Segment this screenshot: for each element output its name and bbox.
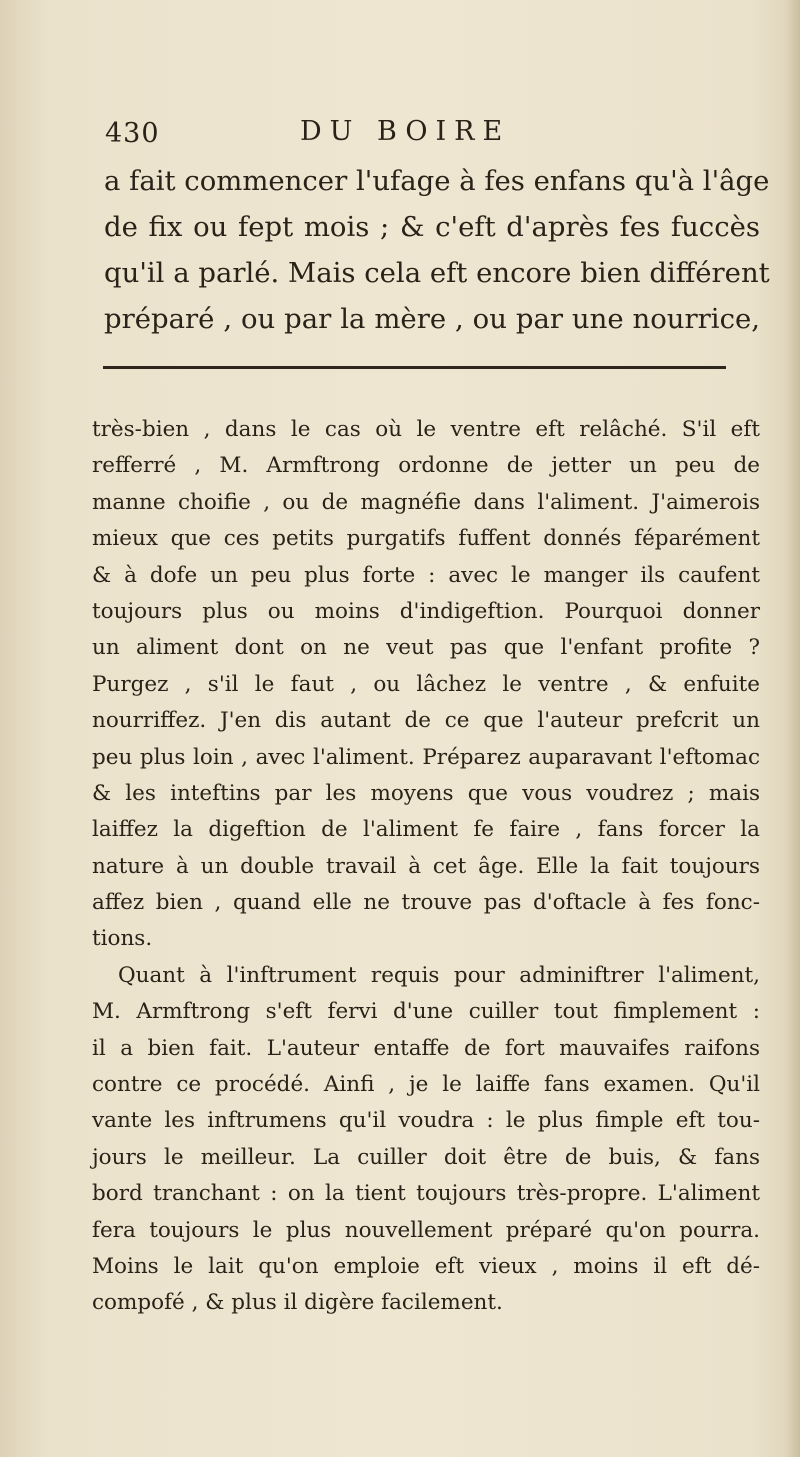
footnote-line: fera toujours le plus nouvellement préparé qu'on pourra. — [92, 1217, 760, 1243]
running-title: DU BOIRE — [300, 116, 511, 147]
footnote-line: peu plus loin , avec l'aliment. Préparez auparavant l'eftomac — [92, 744, 760, 770]
footnote-line: M. Armftrong s'eft fervi d'une cuiller tout fimplement : — [92, 999, 760, 1025]
footnote-divider — [103, 366, 726, 369]
main-text-line: a fait commencer l'ufage à fes enfans qu'à l'âge — [104, 165, 770, 197]
footnote-line: mieux que ces petits purgatifs fuffent donnés féparément — [92, 526, 760, 552]
page-number: 430 — [105, 118, 160, 149]
footnote-line: il a bien fait. L'auteur entaffe de fort mauvaifes raifons — [92, 1035, 760, 1061]
footnote-line: tions. — [92, 926, 153, 952]
footnote-line: refferré , M. Armftrong ordonne de jetter un peu de — [92, 453, 760, 479]
footnote-line: nature à un double travail à cet âge. Elle la fait toujours — [92, 853, 760, 879]
footnote-line: nourriffez. J'en dis autant de ce que l'auteur prefcrit un — [92, 708, 760, 734]
footnote-line: & les inteftins par les moyens que vous voudrez ; mais — [92, 780, 760, 806]
footnote-line: un aliment dont on ne veut pas que l'enfant profite ? — [92, 635, 760, 661]
footnote-line: toujours plus ou moins d'indigeftion. Pourquoi donner — [92, 598, 760, 624]
footnote-line: & à dofe un peu plus forte : avec le manger ils caufent — [92, 562, 760, 588]
main-text-line: préparé , ou par la mère , ou par une nourrice, — [104, 303, 760, 335]
footnote-line: manne choifie , ou de magnéfie dans l'aliment. J'aimerois — [92, 489, 760, 515]
page-header — [0, 112, 800, 152]
footnote-line: Quant à l'inftrument requis pour adminiftrer l'aliment, — [118, 962, 760, 988]
footnote-line: affez bien , quand elle ne trouve pas d'oftacle à fes fonc- — [92, 890, 760, 916]
footnote-line: Moins le lait qu'on emploie eft vieux , moins il eft dé- — [92, 1253, 760, 1279]
main-text-line: de fix ou fept mois ; & c'eft d'après fes fuccès — [104, 211, 760, 243]
footnote-text — [92, 412, 760, 1322]
footnote-line: bord tranchant : on la tient toujours très-propre. L'aliment — [92, 1181, 760, 1207]
footnote-line: contre ce procédé. Ainfi , je le laiffe fans examen. Qu'il — [92, 1072, 760, 1098]
footnote-line: compofé , & plus il digère facilement. — [92, 1290, 503, 1316]
footnote-line: Purgez , s'il le faut , ou lâchez le ventre , & enfuite — [92, 671, 760, 697]
footnote-line: vante les inftrumens qu'il voudra : le plus fimple eft tou- — [92, 1108, 760, 1134]
page-edge-shadow — [786, 0, 800, 1457]
footnote-line: jours le meilleur. La cuiller doit être de buis, & fans — [92, 1144, 760, 1170]
footnote-line: laiffez la digeftion de l'aliment fe faire , fans forcer la — [92, 817, 760, 843]
main-text — [104, 158, 770, 342]
footnote-line: très-bien , dans le cas où le ventre eft relâché. S'il eft — [92, 417, 760, 442]
main-text-line: qu'il a parlé. Mais cela eft encore bien différent — [104, 257, 770, 289]
